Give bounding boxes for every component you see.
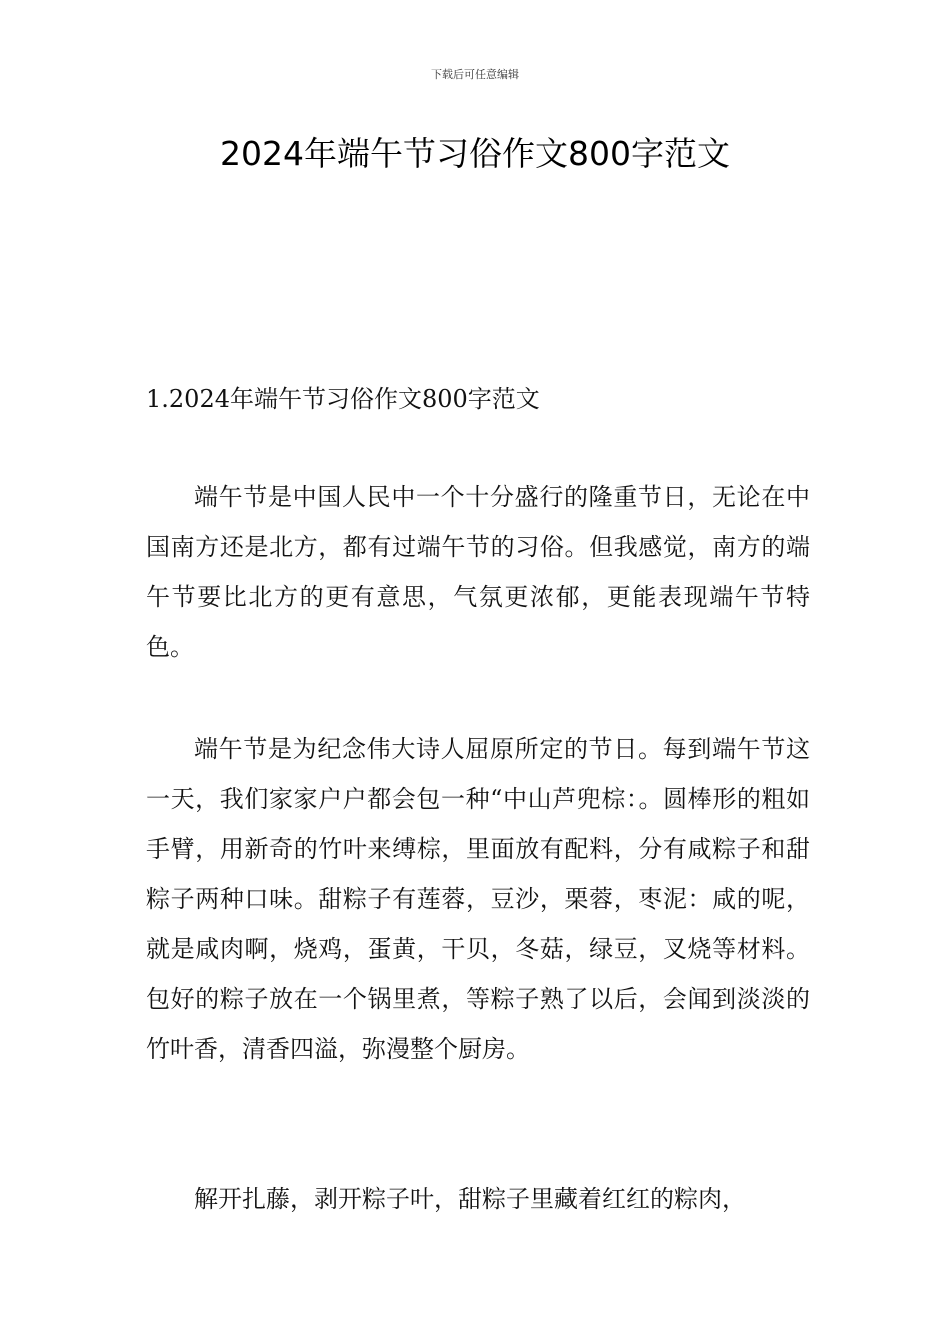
section-heading: 1.2024年端午节习俗作文800字范文 xyxy=(146,385,540,413)
paragraph-1: 端午节是中国人民中一个十分盛行的隆重节日，无论在中国南方还是北方，都有过端午节的习俗。但我感觉，南方的端午节要比北方的更有意思，气氛更浓郁，更能表现端午节特色。 xyxy=(146,483,810,661)
header-note: 下载后可任意编辑 xyxy=(431,68,519,81)
paragraph-3: 解开扎藤，剥开粽子叶，甜粽子里藏着红红的粽肉， xyxy=(194,1185,746,1213)
document-title: 2024年端午节习俗作文800字范文 xyxy=(220,134,730,173)
paragraph-2: 端午节是为纪念伟大诗人屈原所定的节日。每到端午节这一天，我们家家户户都会包一种“中山芦兜棕：。圆棒形的粗如手臂，用新奇的竹叶来缚棕，里面放有配料，分有咸粽子和甜粽子两种口味。甜粽子有莲蓉，豆沙，栗蓉，枣泥：咸的呢，就是咸肉啊，烧鸡，蛋黄，干贝，冬菇，绿豆，叉烧等材料。包好的粽子放在一个锅里煮，等粽子熟了以后，会闻到淡淡的竹叶香，清香四溢，弥漫整个厨房。 xyxy=(146,735,810,1063)
